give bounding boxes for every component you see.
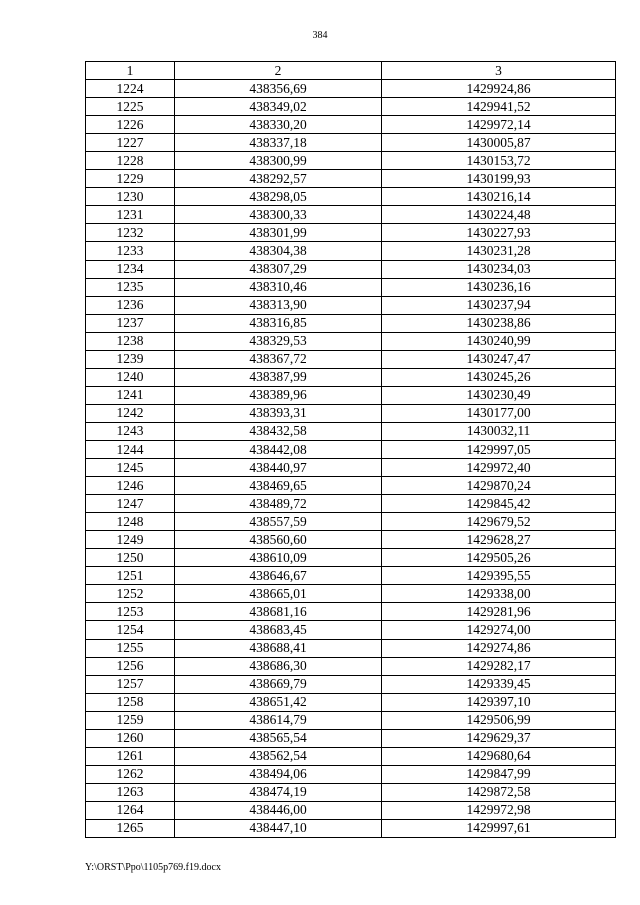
- y-coordinate-cell: 1429679,52: [382, 513, 616, 531]
- y-coordinate-cell: 1429847,99: [382, 765, 616, 783]
- table-row: [86, 404, 616, 422]
- table-row: [86, 260, 616, 278]
- x-coordinate-cell: 438300,99: [175, 152, 382, 170]
- y-coordinate-cell: 1429338,00: [382, 585, 616, 603]
- x-coordinate-cell: 438310,46: [175, 278, 382, 296]
- x-coordinate-cell: 438349,02: [175, 98, 382, 116]
- point-number-cell: 1234: [86, 260, 175, 278]
- table-row: [86, 422, 616, 440]
- point-number-cell: 1249: [86, 531, 175, 549]
- x-coordinate-cell: 438389,96: [175, 386, 382, 404]
- x-coordinate-cell: 438298,05: [175, 188, 382, 206]
- y-coordinate-cell: 1430231,28: [382, 242, 616, 260]
- y-coordinate-cell: 1429680,64: [382, 747, 616, 765]
- point-number-cell: 1262: [86, 765, 175, 783]
- point-number-cell: 1245: [86, 459, 175, 477]
- table-row: [86, 188, 616, 206]
- point-number-cell: 1231: [86, 206, 175, 224]
- x-coordinate-cell: 438330,20: [175, 116, 382, 134]
- table-row: [86, 278, 616, 296]
- y-coordinate-cell: 1430245,26: [382, 368, 616, 386]
- y-coordinate-cell: 1429339,45: [382, 675, 616, 693]
- y-coordinate-cell: 1429997,05: [382, 440, 616, 458]
- x-coordinate-cell: 438304,38: [175, 242, 382, 260]
- y-coordinate-cell: 1429972,14: [382, 116, 616, 134]
- y-coordinate-cell: 1429628,27: [382, 531, 616, 549]
- point-number-cell: 1265: [86, 819, 175, 837]
- point-number-cell: 1258: [86, 693, 175, 711]
- table-row: [86, 242, 616, 260]
- point-number-cell: 1233: [86, 242, 175, 260]
- y-coordinate-cell: 1429281,96: [382, 603, 616, 621]
- y-coordinate-cell: 1430237,94: [382, 296, 616, 314]
- table-row: [86, 332, 616, 350]
- x-coordinate-cell: 438646,67: [175, 567, 382, 585]
- x-coordinate-cell: 438316,85: [175, 314, 382, 332]
- document-path-footer: Y:\ORST\Ppo\1105p769.f19.docx: [85, 862, 221, 873]
- x-coordinate-cell: 438301,99: [175, 224, 382, 242]
- x-coordinate-cell: 438329,53: [175, 332, 382, 350]
- table-row: [86, 747, 616, 765]
- point-number-cell: 1230: [86, 188, 175, 206]
- x-coordinate-cell: 438440,97: [175, 459, 382, 477]
- y-coordinate-cell: 1429845,42: [382, 495, 616, 513]
- table-row: [86, 549, 616, 567]
- x-coordinate-cell: 438565,54: [175, 729, 382, 747]
- table-row: [86, 224, 616, 242]
- table-row: [86, 801, 616, 819]
- x-coordinate-cell: 438560,60: [175, 531, 382, 549]
- table-row: [86, 531, 616, 549]
- table-row: [86, 621, 616, 639]
- point-number-cell: 1248: [86, 513, 175, 531]
- point-number-cell: 1227: [86, 134, 175, 152]
- table-row: [86, 314, 616, 332]
- table-row: [86, 585, 616, 603]
- table-row: [86, 513, 616, 531]
- x-coordinate-cell: 438387,99: [175, 368, 382, 386]
- point-number-cell: 1257: [86, 675, 175, 693]
- y-coordinate-cell: 1430216,14: [382, 188, 616, 206]
- point-number-cell: 1225: [86, 98, 175, 116]
- x-coordinate-cell: 438292,57: [175, 170, 382, 188]
- y-coordinate-cell: 1429506,99: [382, 711, 616, 729]
- x-coordinate-cell: 438557,59: [175, 513, 382, 531]
- y-coordinate-cell: 1429274,00: [382, 621, 616, 639]
- table-row: [86, 819, 616, 837]
- point-number-cell: 1237: [86, 314, 175, 332]
- y-coordinate-cell: 1429924,86: [382, 80, 616, 98]
- x-coordinate-cell: 438442,08: [175, 440, 382, 458]
- x-coordinate-cell: 438683,45: [175, 621, 382, 639]
- x-coordinate-cell: 438446,00: [175, 801, 382, 819]
- point-number-cell: 1259: [86, 711, 175, 729]
- x-coordinate-cell: 438489,72: [175, 495, 382, 513]
- table-row: [86, 711, 616, 729]
- table-row: [86, 170, 616, 188]
- point-number-cell: 1251: [86, 567, 175, 585]
- table-row: [86, 603, 616, 621]
- table-row: [86, 134, 616, 152]
- x-coordinate-cell: 438337,18: [175, 134, 382, 152]
- point-number-cell: 1240: [86, 368, 175, 386]
- y-coordinate-cell: 1429274,86: [382, 639, 616, 657]
- x-coordinate-cell: 438681,16: [175, 603, 382, 621]
- table-row: [86, 116, 616, 134]
- table-row: [86, 206, 616, 224]
- point-number-cell: 1226: [86, 116, 175, 134]
- y-coordinate-cell: 1430177,00: [382, 404, 616, 422]
- y-coordinate-cell: 1430224,48: [382, 206, 616, 224]
- x-coordinate-cell: 438447,10: [175, 819, 382, 837]
- x-coordinate-cell: 438300,33: [175, 206, 382, 224]
- point-number-cell: 1232: [86, 224, 175, 242]
- point-number-cell: 1252: [86, 585, 175, 603]
- point-number-cell: 1256: [86, 657, 175, 675]
- y-coordinate-cell: 1429972,40: [382, 459, 616, 477]
- point-number-cell: 1264: [86, 801, 175, 819]
- y-coordinate-cell: 1430153,72: [382, 152, 616, 170]
- table-row: [86, 657, 616, 675]
- table-row: [86, 98, 616, 116]
- y-coordinate-cell: 1429629,37: [382, 729, 616, 747]
- y-coordinate-cell: 1430234,03: [382, 260, 616, 278]
- column-header-2: 2: [175, 62, 382, 80]
- table-row: [86, 675, 616, 693]
- x-coordinate-cell: 438665,01: [175, 585, 382, 603]
- y-coordinate-cell: 1430240,99: [382, 332, 616, 350]
- x-coordinate-cell: 438610,09: [175, 549, 382, 567]
- header-row: [86, 62, 616, 80]
- point-number-cell: 1229: [86, 170, 175, 188]
- point-number-cell: 1255: [86, 639, 175, 657]
- table-row: [86, 693, 616, 711]
- table-row: [86, 495, 616, 513]
- point-number-cell: 1228: [86, 152, 175, 170]
- table-row: [86, 459, 616, 477]
- point-number-cell: 1250: [86, 549, 175, 567]
- point-number-cell: 1253: [86, 603, 175, 621]
- x-coordinate-cell: 438686,30: [175, 657, 382, 675]
- point-number-cell: 1243: [86, 422, 175, 440]
- x-coordinate-cell: 438494,06: [175, 765, 382, 783]
- point-number-cell: 1242: [86, 404, 175, 422]
- y-coordinate-cell: 1429972,98: [382, 801, 616, 819]
- table-row: [86, 783, 616, 801]
- point-number-cell: 1263: [86, 783, 175, 801]
- x-coordinate-cell: 438474,19: [175, 783, 382, 801]
- y-coordinate-cell: 1429397,10: [382, 693, 616, 711]
- point-number-cell: 1241: [86, 386, 175, 404]
- table-row: [86, 368, 616, 386]
- point-number-cell: 1246: [86, 477, 175, 495]
- x-coordinate-cell: 438393,31: [175, 404, 382, 422]
- point-number-cell: 1254: [86, 621, 175, 639]
- table-row: [86, 80, 616, 98]
- table-body: [86, 80, 616, 838]
- coordinates-table: [85, 61, 616, 838]
- y-coordinate-cell: 1429872,58: [382, 783, 616, 801]
- point-number-cell: 1247: [86, 495, 175, 513]
- table-header: [86, 62, 616, 80]
- x-coordinate-cell: 438688,41: [175, 639, 382, 657]
- page-number: 384: [312, 30, 328, 41]
- point-number-cell: 1239: [86, 350, 175, 368]
- x-coordinate-cell: 438669,79: [175, 675, 382, 693]
- table-row: [86, 296, 616, 314]
- y-coordinate-cell: 1429282,17: [382, 657, 616, 675]
- y-coordinate-cell: 1430238,86: [382, 314, 616, 332]
- x-coordinate-cell: 438469,65: [175, 477, 382, 495]
- column-header-3: 3: [382, 62, 616, 80]
- table-row: [86, 729, 616, 747]
- y-coordinate-cell: 1429395,55: [382, 567, 616, 585]
- table-row: [86, 639, 616, 657]
- column-header-1: 1: [86, 62, 175, 80]
- y-coordinate-cell: 1429997,61: [382, 819, 616, 837]
- point-number-cell: 1244: [86, 440, 175, 458]
- table-row: [86, 440, 616, 458]
- x-coordinate-cell: 438367,72: [175, 350, 382, 368]
- x-coordinate-cell: 438614,79: [175, 711, 382, 729]
- y-coordinate-cell: 1430236,16: [382, 278, 616, 296]
- point-number-cell: 1224: [86, 80, 175, 98]
- table-row: [86, 350, 616, 368]
- point-number-cell: 1235: [86, 278, 175, 296]
- x-coordinate-cell: 438356,69: [175, 80, 382, 98]
- table-row: [86, 765, 616, 783]
- y-coordinate-cell: 1429870,24: [382, 477, 616, 495]
- y-coordinate-cell: 1430005,87: [382, 134, 616, 152]
- table-row: [86, 567, 616, 585]
- point-number-cell: 1261: [86, 747, 175, 765]
- y-coordinate-cell: 1430032,11: [382, 422, 616, 440]
- point-number-cell: 1236: [86, 296, 175, 314]
- y-coordinate-cell: 1430230,49: [382, 386, 616, 404]
- point-number-cell: 1260: [86, 729, 175, 747]
- x-coordinate-cell: 438313,90: [175, 296, 382, 314]
- x-coordinate-cell: 438432,58: [175, 422, 382, 440]
- point-number-cell: 1238: [86, 332, 175, 350]
- y-coordinate-cell: 1430227,93: [382, 224, 616, 242]
- table-row: [86, 386, 616, 404]
- x-coordinate-cell: 438651,42: [175, 693, 382, 711]
- y-coordinate-cell: 1430247,47: [382, 350, 616, 368]
- table-row: [86, 477, 616, 495]
- x-coordinate-cell: 438307,29: [175, 260, 382, 278]
- x-coordinate-cell: 438562,54: [175, 747, 382, 765]
- y-coordinate-cell: 1429941,52: [382, 98, 616, 116]
- table-row: [86, 152, 616, 170]
- y-coordinate-cell: 1430199,93: [382, 170, 616, 188]
- y-coordinate-cell: 1429505,26: [382, 549, 616, 567]
